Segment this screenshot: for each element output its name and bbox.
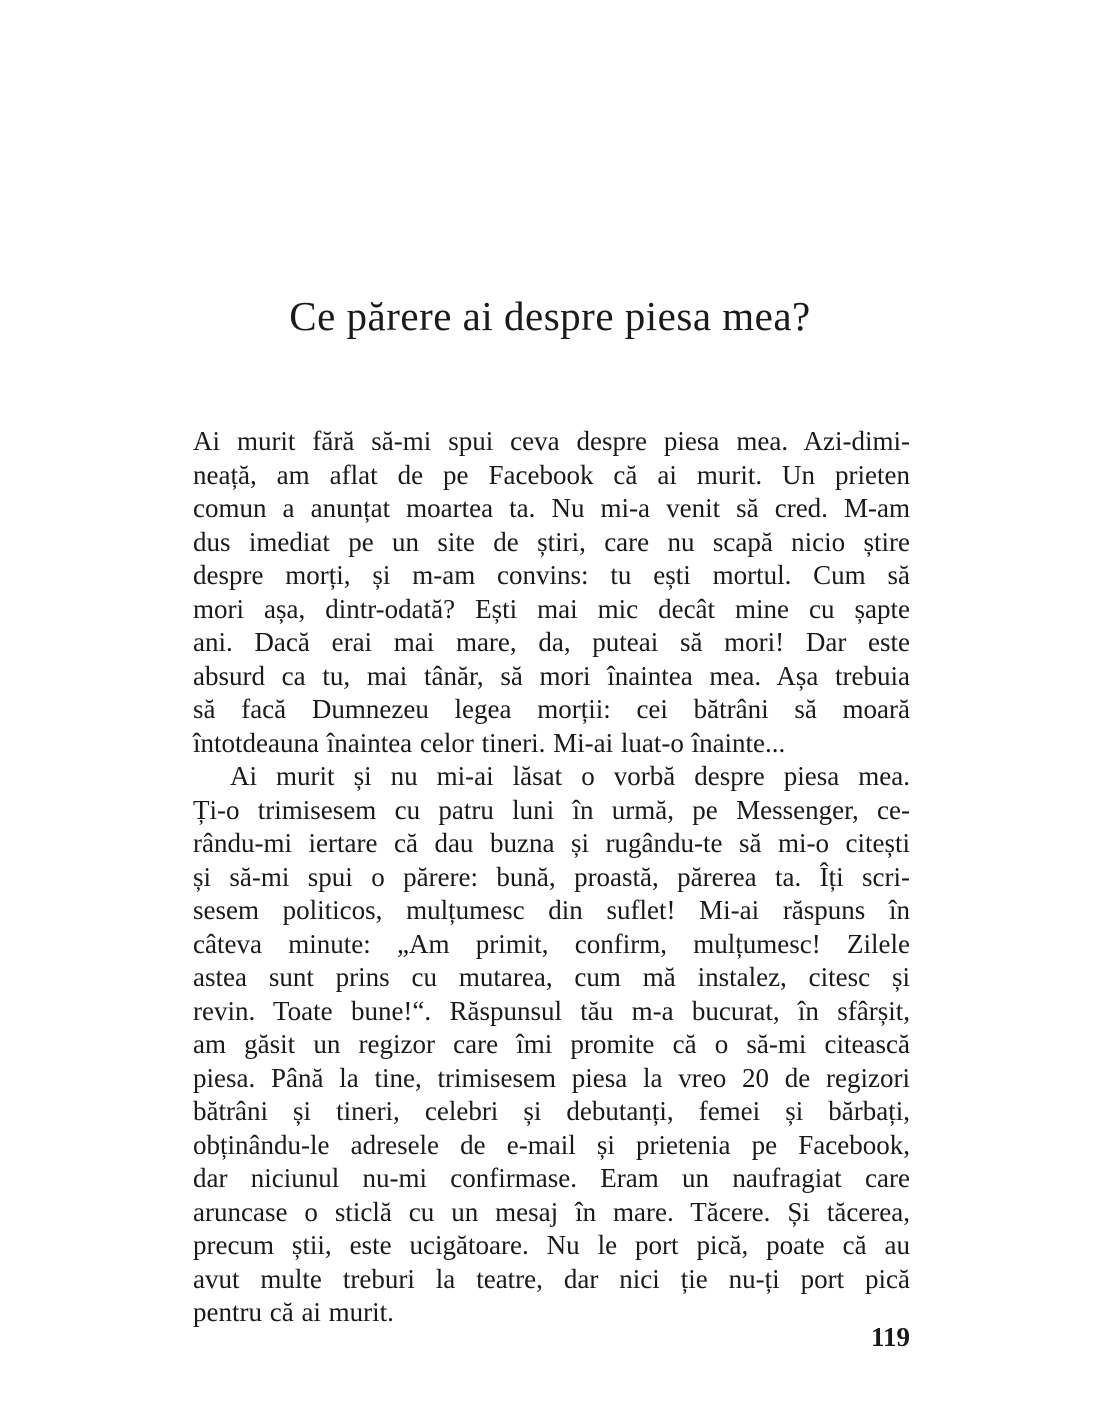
paragraph-2 bbox=[193, 760, 910, 1330]
text-line: dar niciunul nu-mi confirmase. Eram un naufragiat care bbox=[193, 1163, 910, 1193]
chapter-title: Ce părere ai despre piesa mea? bbox=[289, 293, 811, 339]
text-line: și să-mi spui o părere: bună, proastă, părerea ta. Îți scri- bbox=[193, 861, 910, 892]
text-line: absurd ca tu, mai tânăr, să mori înaintea mea. Așa trebuia bbox=[193, 660, 910, 691]
text-line: ani. Dacă erai mai mare, da, puteai să mori! Dar este bbox=[193, 627, 910, 657]
text-line: Ți-o trimisesem cu patru luni în urmă, pe Messenger, ce- bbox=[193, 794, 910, 825]
text-line: câteva minute: „Am primit, confirm, mulțumesc! Zilele bbox=[193, 928, 910, 959]
text-line: aruncase o sticlă cu un mesaj în mare. Tăcere. Și tăcerea, bbox=[193, 1196, 910, 1227]
text-line: dus imediat pe un site de știri, care nu scapă nicio știre bbox=[193, 526, 910, 557]
text-line: piesa. Până la tine, trimisesem piesa la vreo 20 de regizori bbox=[193, 1062, 910, 1093]
paragraph-1 bbox=[193, 425, 910, 760]
text-line: întotdeauna înaintea celor tineri. Mi-ai luat-o înainte... bbox=[193, 727, 786, 758]
text-line: sesem politicos, mulțumesc din suflet! Mi-ai răspuns în bbox=[193, 895, 910, 925]
text-line: precum știi, este ucigătoare. Nu le port pică, poate că au bbox=[193, 1230, 910, 1260]
text-line: am găsit un regizor care îmi promite că o să-mi citească bbox=[193, 1029, 910, 1059]
text-line: avut multe treburi la teatre, dar nici ție nu-ți port pică bbox=[193, 1263, 910, 1294]
text-line: bătrâni și tineri, celebri și debutanți, femei și bărbați, bbox=[193, 1096, 910, 1126]
text-line: comun a anunțat moartea ta. Nu mi-a venit să cred. M-am bbox=[193, 493, 910, 523]
chapter-body bbox=[193, 425, 910, 1330]
text-line: obținându-le adresele de e-mail și prietenia pe Facebook, bbox=[193, 1129, 910, 1160]
text-line: despre morți, și m-am convins: tu ești mortul. Cum să bbox=[193, 560, 910, 590]
text-line: revin. Toate bune!“. Răspunsul tău m-a bucurat, în sfârșit, bbox=[193, 995, 910, 1026]
text-line: neață, am aflat de pe Facebook că ai murit. Un prieten bbox=[193, 459, 910, 490]
text-line: Ai murit fără să-mi spui ceva despre piesa mea. Azi-dimi- bbox=[193, 426, 910, 456]
text-line: să facă Dumnezeu legea morții: cei bătrâni să moară bbox=[193, 694, 910, 724]
page-number: 119 bbox=[870, 1322, 910, 1352]
text-line: pentru că ai murit. bbox=[193, 1297, 394, 1327]
text-line: Ai murit și nu mi-ai lăsat o vorbă despre piesa mea. bbox=[230, 761, 910, 791]
text-line: rându-mi iertare că dau buzna și rugându-te să mi-o citești bbox=[193, 828, 910, 858]
text-line: astea sunt prins cu mutarea, cum mă instalez, citesc și bbox=[193, 962, 910, 992]
text-line: mori așa, dintr-odată? Ești mai mic decât mine cu șapte bbox=[193, 593, 910, 624]
